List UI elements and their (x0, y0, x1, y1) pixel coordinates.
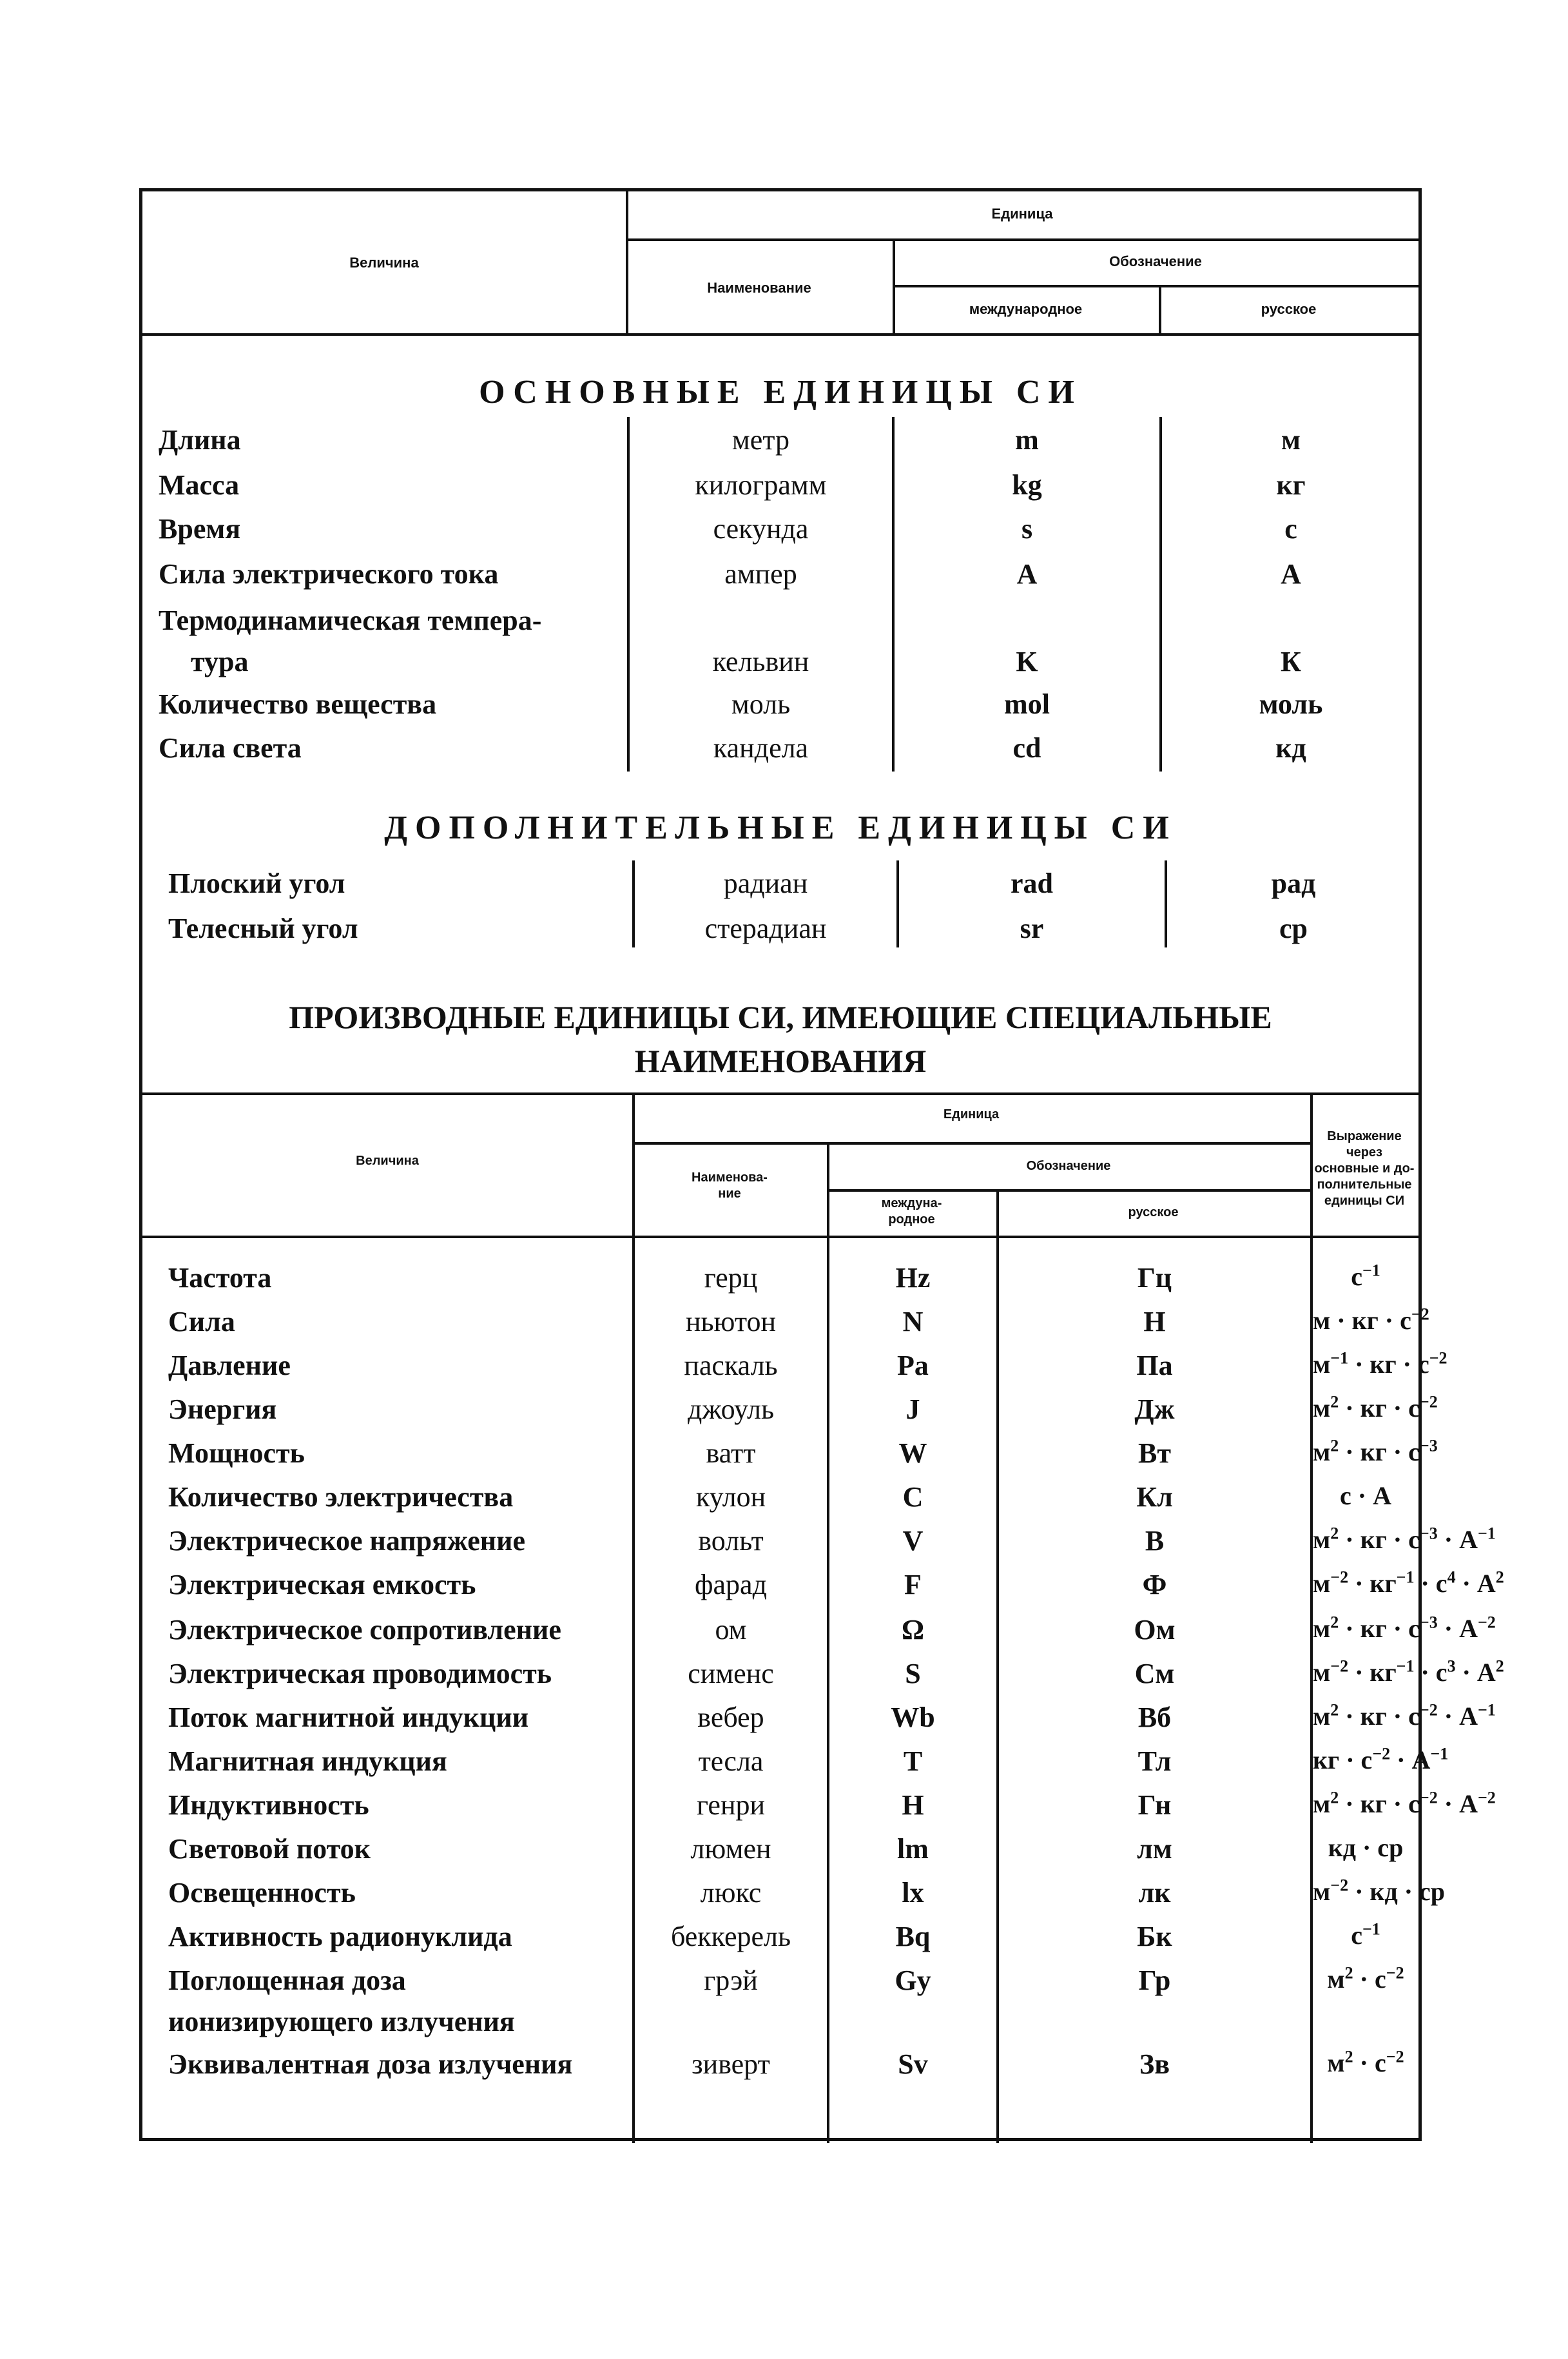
derived-name: фарад (695, 1569, 767, 1600)
header1-designation: Обозначение (1109, 253, 1202, 269)
derived-intl-symbol: J (905, 1393, 920, 1425)
base-rus-symbol: К (1281, 646, 1301, 677)
header2-rule-a (632, 1142, 1310, 1145)
supp-rus-symbol: рад (1271, 868, 1316, 899)
derived-quantity: Давление (168, 1350, 291, 1381)
derived-intl-symbol: Wb (891, 1702, 935, 1733)
derived-intl-symbol: T (903, 1745, 923, 1777)
derived-name: паскаль (684, 1350, 778, 1381)
header1-intl: международное (969, 301, 1083, 317)
header2-intl (827, 1196, 996, 1228)
header2-expr-line2: основные и до- (1314, 1161, 1415, 1176)
derived-name: вольт (698, 1525, 764, 1557)
derived-rus-symbol: Вт (1138, 1437, 1171, 1469)
derived-quantity: Магнитная индукция (168, 1745, 447, 1777)
derived-rus-symbol: Вб (1137, 1702, 1172, 1733)
derived-expression: м · кг · $с^{-2}$ (1313, 1305, 1429, 1335)
derived-name: беккерель (670, 1921, 791, 1952)
section-title-derived (142, 996, 1418, 1083)
header2-expr-line1: Выражение через (1327, 1129, 1402, 1160)
header2-unit: Единица (943, 1107, 1000, 1121)
derived-intl-symbol: lx (902, 1877, 924, 1908)
base-quantity-cont: тура (191, 646, 249, 677)
header2-intl-line2: родное (888, 1212, 935, 1227)
base-rus-symbol: кг (1276, 469, 1306, 501)
derived-rus-symbol: лм (1137, 1833, 1172, 1865)
header2-name-line2: ние (718, 1187, 741, 1201)
header1-name: Наименование (707, 280, 811, 296)
derived-quantity: Эквивалентная доза излучения (168, 2048, 573, 2080)
derived-intl-symbol: C (902, 1481, 924, 1513)
section-title-supplementary: ДОПОЛНИТЕЛЬНЫЕ ЕДИНИЦЫ СИ (384, 810, 1177, 846)
base-rus-symbol: моль (1259, 688, 1323, 720)
header2-intl-line1: междуна- (881, 1196, 942, 1210)
derived-quantity: Индуктивность (168, 1789, 369, 1821)
base-intl-symbol: m (1015, 424, 1039, 456)
derived-name: кулон (695, 1481, 766, 1513)
derived-quantity: Количество электричества (168, 1481, 514, 1513)
derived-intl-symbol: Bq (895, 1921, 931, 1952)
derived-name: джоуль (687, 1393, 775, 1425)
derived-rus-symbol: Гц (1137, 1262, 1172, 1294)
header2-top-rule (142, 1092, 1418, 1095)
derived-quantity: Активность радионуклида (168, 1921, 512, 1952)
derived-name: герц (704, 1262, 758, 1294)
header2-quantity: Величина (356, 1154, 419, 1168)
derived-name: ньютон (685, 1306, 777, 1337)
supp-quantity: Плоский угол (168, 868, 345, 899)
derived-expression: $с^{-1}$ (1351, 1261, 1380, 1291)
derived-name: ватт (706, 1437, 756, 1469)
derived-expression: кг · $с^{-2} \cdot А^{-1}$ (1313, 1744, 1449, 1774)
base-name: моль (731, 688, 791, 720)
base-quantity: Термодинамическая темпера- (159, 605, 542, 636)
header2-name (632, 1170, 827, 1202)
derived-intl-symbol: F (904, 1569, 922, 1600)
base-quantity: Масса (159, 469, 240, 501)
base-name: ампер (724, 558, 797, 590)
derived-rus-symbol: В (1145, 1525, 1165, 1557)
derived-intl-symbol: Sv (898, 2048, 928, 2080)
derived-rus-symbol: Дж (1134, 1393, 1175, 1425)
derived-rus-symbol: Па (1136, 1350, 1173, 1381)
derived-name: ом (715, 1614, 747, 1645)
derived-name: сименс (688, 1658, 774, 1689)
derived-expression: кд · ср (1328, 1833, 1404, 1862)
base-intl-symbol: cd (1012, 732, 1041, 764)
base-intl-symbol: mol (1004, 688, 1050, 720)
derived-rus-symbol: лк (1138, 1877, 1171, 1908)
header2-name-line1: Наименова- (692, 1170, 768, 1185)
derived-quantity: Электрическая проводимость (168, 1658, 552, 1689)
derived-intl-symbol: N (902, 1306, 924, 1337)
header1-rule-a (626, 238, 1418, 241)
derived-expression: $м^2$ · кг · $с^{-2} \cdot А^{-2}$ (1313, 1788, 1496, 1818)
derived-expression: $с^{-1}$ (1351, 1919, 1380, 1950)
derived-expression: $м^{-2} \cdot кг^{-1} \cdot с^4 \cdot А^2$ (1313, 1568, 1504, 1598)
header2-rus: русское (1128, 1205, 1179, 1219)
derived-quantity: Сила (168, 1306, 235, 1337)
derived-expression: $м^2$ · кг · $с^{-3} \cdot А^{-2}$ (1313, 1613, 1496, 1643)
supp-name: радиан (723, 868, 808, 899)
header2-expression (1310, 1129, 1418, 1209)
derived-rus-symbol: Кл (1136, 1481, 1173, 1513)
derived-quantity: Поглощенная доза (168, 1965, 406, 1996)
derived-expression: $м^{-2} \cdot кг^{-1} \cdot с^3 \cdot А^2$ (1313, 1656, 1504, 1687)
header2-expr-line4: единицы СИ (1324, 1194, 1405, 1208)
base-name: килограмм (695, 469, 827, 501)
derived-rus-symbol: Ом (1134, 1614, 1176, 1645)
derived-quantity: Световой поток (168, 1833, 371, 1865)
derived-quantity: Освещенность (168, 1877, 356, 1908)
header2-rule-b (827, 1189, 1310, 1192)
supp-intl-symbol: rad (1011, 868, 1053, 899)
base-intl-symbol: kg (1012, 469, 1042, 501)
base-name: кандела (713, 732, 809, 764)
header1-rus: русское (1261, 301, 1317, 317)
derived-quantity: Мощность (168, 1437, 305, 1469)
derived-quantity: Частота (168, 1262, 272, 1294)
derived-intl-symbol: Ω (901, 1614, 925, 1645)
derived-rus-symbol: Зв (1139, 2048, 1170, 2080)
supp-intl-symbol: sr (1020, 913, 1044, 944)
derived-rus-symbol: Тл (1137, 1745, 1172, 1777)
derived-expression: с · А (1340, 1481, 1391, 1510)
derived-quantity-cont: ионизирующего излучения (168, 2006, 515, 2037)
supp-name: стерадиан (704, 913, 827, 944)
base-name: кельвин (712, 646, 809, 677)
header1-unit: Единица (991, 206, 1053, 222)
derived-rus-symbol: См (1134, 1658, 1175, 1689)
base-rus-symbol: м (1281, 424, 1301, 456)
header2-bottom-rule (142, 1236, 1418, 1238)
derived-name: вебер (697, 1702, 764, 1733)
derived-name: люмен (690, 1833, 771, 1865)
derived-intl-symbol: lm (897, 1833, 929, 1865)
derived-name: тесла (698, 1745, 764, 1777)
header1-quantity: Величина (349, 255, 419, 271)
derived-intl-symbol: Gy (895, 1965, 931, 1996)
base-rus-symbol: кд (1275, 732, 1306, 764)
derived-rus-symbol: Бк (1137, 1921, 1172, 1952)
base-intl-symbol: K (1016, 646, 1038, 677)
derived-quantity: Энергия (168, 1393, 277, 1425)
derived-rus-symbol: Н (1143, 1306, 1166, 1337)
derived-name: зиверт (692, 2048, 770, 2080)
derived-expression: $м^2$ · кг · $с^{-2} \cdot А^{-1}$ (1313, 1700, 1496, 1731)
section-title-derived-line2: НАИМЕНОВАНИЯ (634, 1042, 927, 1079)
derived-name: грэй (704, 1965, 758, 1996)
base-quantity: Количество вещества (159, 688, 437, 720)
derived-intl-symbol: W (898, 1437, 927, 1469)
base-quantity: Время (159, 513, 241, 545)
derived-expression: $м^{-2}$ · кд · ср (1313, 1876, 1446, 1906)
header2-designation: Обозначение (1026, 1159, 1111, 1173)
derived-expression: $м^{-1}$ · кг · $с^{-2}$ (1313, 1348, 1447, 1379)
derived-expression: $м^2$ · кг · $с^{-2}$ (1313, 1392, 1438, 1422)
derived-intl-symbol: S (905, 1658, 921, 1689)
base-quantity: Сила электрического тока (159, 558, 499, 590)
derived-intl-symbol: V (902, 1525, 924, 1557)
base-quantity: Длина (159, 424, 241, 456)
header1-rule-b (893, 285, 1418, 287)
derived-expression: $м^2$ · кг · $с^{-3} \cdot А^{-1}$ (1313, 1524, 1496, 1554)
derived-intl-symbol: Pa (897, 1350, 929, 1381)
derived-intl-symbol: Hz (895, 1262, 931, 1294)
header2-expr-line3: полнительные (1317, 1178, 1412, 1192)
base-name: метр (731, 424, 790, 456)
derived-rus-symbol: Ф (1142, 1569, 1167, 1600)
base-name: секунда (713, 513, 809, 545)
derived-rus-symbol: Гн (1137, 1789, 1172, 1821)
derived-expression: $м^2 \cdot с^{-2}$ (1327, 1963, 1404, 1994)
derived-quantity: Электрическая емкость (168, 1569, 476, 1600)
derived-expression: $м^2 \cdot с^{-2}$ (1327, 2047, 1404, 2077)
derived-expression: $м^2$ · кг · $с^{-3}$ (1313, 1436, 1438, 1466)
supp-quantity: Телесный угол (168, 913, 358, 944)
section-title-base: ОСНОВНЫЕ ЕДИНИЦЫ СИ (479, 374, 1082, 411)
derived-quantity: Электрическое напряжение (168, 1525, 525, 1557)
supp-rus-symbol: ср (1279, 913, 1308, 944)
base-intl-symbol: s (1021, 513, 1033, 545)
units-table-frame (139, 188, 1504, 2141)
derived-quantity: Электрическое сопротивление (168, 1614, 561, 1645)
base-rus-symbol: А (1281, 558, 1301, 590)
derived-name: люкс (700, 1877, 762, 1908)
derived-quantity: Поток магнитной индукции (168, 1702, 529, 1733)
base-rus-symbol: с (1284, 513, 1297, 545)
derived-name: генри (696, 1789, 766, 1821)
derived-intl-symbol: H (902, 1789, 924, 1821)
base-intl-symbol: A (1016, 558, 1038, 590)
derived-rus-symbol: Гр (1138, 1965, 1171, 1996)
base-quantity: Сила света (159, 732, 302, 764)
section-title-derived-line1: ПРОИЗВОДНЫЕ ЕДИНИЦЫ СИ, ИМЕЮЩИЕ СПЕЦИАЛЬНЫЕ (289, 999, 1272, 1035)
header1-bottom-rule (142, 333, 1418, 336)
